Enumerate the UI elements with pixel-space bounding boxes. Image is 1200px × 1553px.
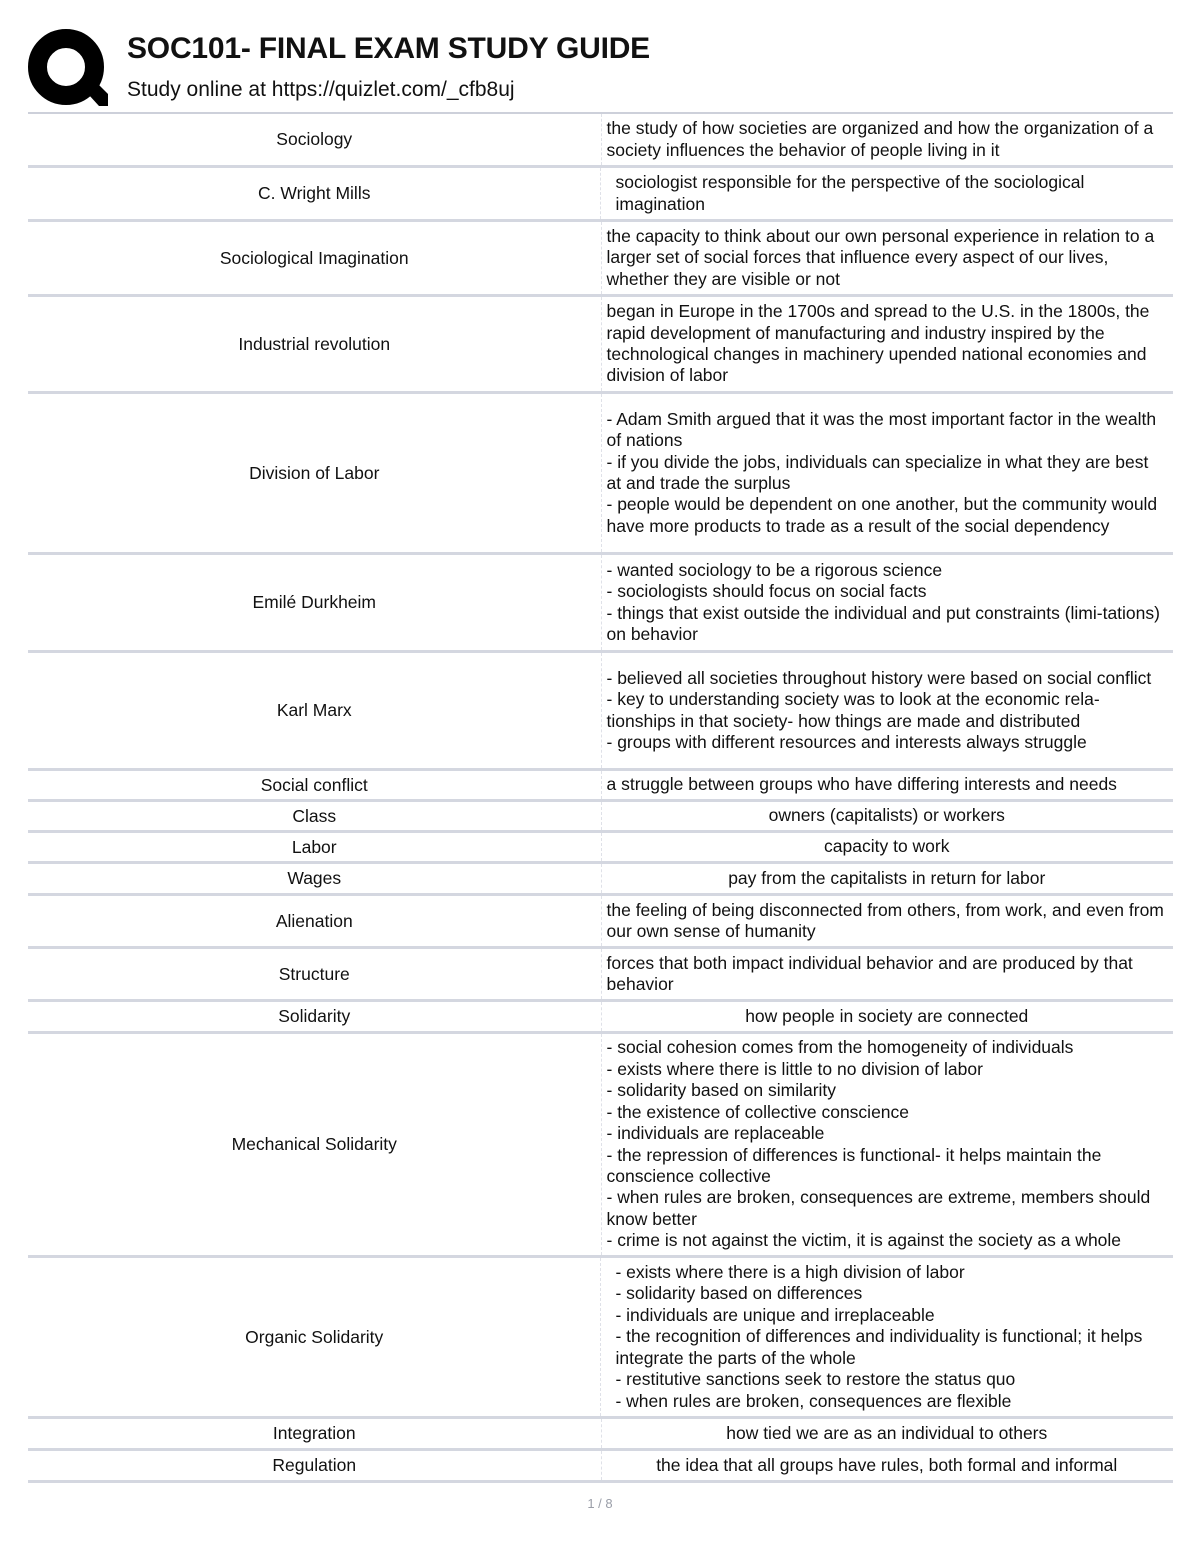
card-row [28,1419,1173,1451]
card-row [28,114,1173,168]
card-term: Structure [28,949,602,999]
card-definition: the capacity to think about our own personal experience in relation to a larger set of social forces that influence every aspect of our lives, whether they are visible or not [606,225,1155,289]
card-term: Integration [28,1419,602,1448]
card-definition: the idea that all groups have rules, both formal and informal [656,1454,1118,1475]
card-definition: forces that both impact individual behavior and are produced by that behavior [606,952,1133,994]
card-definition: sociologist responsible for the perspective of the sociological imagination [615,172,1085,214]
card-term: Mechanical Solidarity [28,1034,602,1255]
quizlet-q-logo-icon [28,28,108,108]
card-definition: - Adam Smith argued that it was the most important factor in the wealth of nations - if you divide the jobs, individuals can specialize in what they are best at and trade the surplus - people would be dependent on one another, but the community would have more products to trade as a result of the social dependency [606,408,1158,536]
card-definition: pay from the capitalists in return for labor [728,867,1046,888]
card-row [28,653,1173,771]
page-indicator: 1 / 8 [587,1496,613,1511]
card-row [28,896,1173,949]
card-term: Labor [28,833,602,861]
card-row [28,222,1173,297]
card-term: Class [28,802,602,830]
card-row [28,802,1173,833]
card-definition: how tied we are as an individual to others [726,1422,1048,1443]
flashcard-table [28,112,1173,1483]
card-term: Wages [28,864,602,893]
card-term: Regulation [28,1451,602,1480]
card-row [28,949,1173,1002]
card-definition: a struggle between groups who have differing interests and needs [606,774,1117,795]
card-row [28,1451,1173,1483]
card-row [28,833,1173,864]
card-row [28,1002,1173,1034]
card-definition: - exists where there is a high division of labor - solidarity based on differences - individuals are unique and irreplaceable - the recognition of differences and individuality is functional; it helps integrate the parts of the whole - restitutive sanctions seek to restore the status quo - when rules are broken, consequences are flexible [615,1262,1143,1411]
card-definition: capacity to work [824,836,950,857]
card-term: Division of Labor [28,394,602,552]
card-term: Social conflict [28,771,602,799]
card-row [28,864,1173,896]
card-definition: - social cohesion comes from the homogeneity of individuals - exists where there is little to no division of labor - solidarity based on similarity - the existence of collective conscience - individuals are replaceable - the repression of differences is functional- it helps maintain the conscience collective - when rules are broken, consequences are extreme, members should know better - crime is not against the victim, it is against the society as a whole [606,1037,1151,1251]
page-title: SOC101- FINAL EXAM STUDY GUIDE [127,32,650,65]
card-term: Industrial revolution [28,297,602,391]
study-online-link[interactable]: Study online at https://quizlet.com/_cfb8uj [127,78,515,101]
card-term: Emilé Durkheim [28,555,602,650]
card-definition: began in Europe in the 1700s and spread to the U.S. in the 1800s, the rapid development of manufacturing and industry inspired by the technological changes in machinery upended national economies and division of labor [606,301,1150,386]
card-definition: how people in society are connected [745,1005,1029,1026]
card-term: Sociological Imagination [28,222,602,294]
card-definition: - believed all societies throughout history were based on social conflict - key to understanding society was to look at the economic rela-tionships in that society- how things are made and distributed - groups with different resources and interests always struggle [606,667,1152,752]
card-term: C. Wright Mills [28,168,601,219]
card-term: Organic Solidarity [28,1258,601,1416]
card-row [28,1034,1173,1258]
card-term: Alienation [28,896,602,946]
card-term: Karl Marx [28,653,602,768]
card-row [28,168,1173,222]
card-term: Solidarity [28,1002,602,1031]
card-row [28,555,1173,653]
page-header [28,28,1178,110]
card-definition: the study of how societies are organized and how the organization of a society influences the behavior of people living in it [606,118,1154,160]
card-row [28,1258,1173,1419]
card-term: Sociology [28,114,602,165]
card-row [28,394,1173,555]
card-definition: owners (capitalists) or workers [768,805,1005,826]
card-row [28,771,1173,802]
card-definition: - wanted sociology to be a rigorous science - sociologists should focus on social facts - things that exist outside the individual and put constraints (limi-tations) on behavior [606,559,1160,644]
card-definition: the feeling of being disconnected from others, from work, and even from our own sense of humanity [606,899,1164,941]
card-row [28,297,1173,394]
